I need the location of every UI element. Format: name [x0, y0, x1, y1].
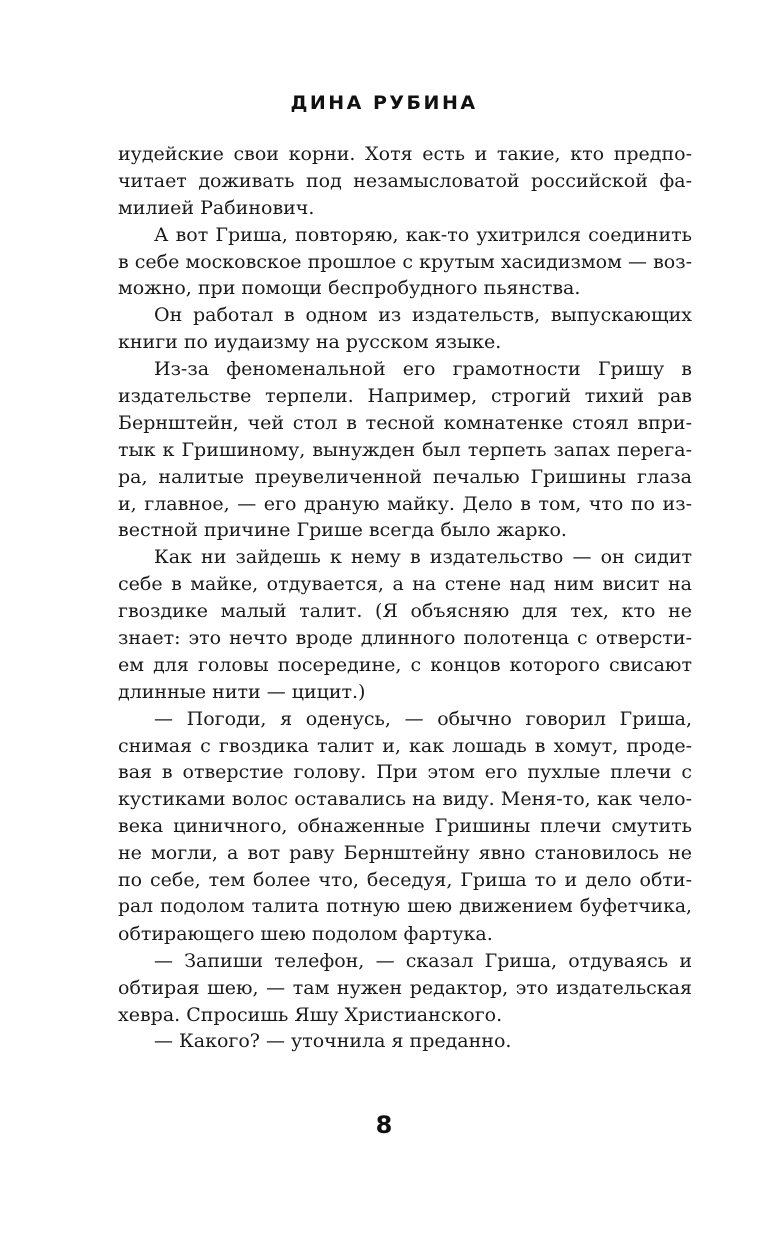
text-line: ра, налитые преувеличенной печалью Гришины глаза [118, 465, 692, 488]
page-number: 8 [375, 1111, 393, 1139]
text-line: милией Рабинович. [118, 196, 315, 219]
text-line: себе в майке, отдувается, а на стене над ним висит на [118, 573, 692, 596]
text-line: Как ни зайдешь к нему в издательство — он сидит [154, 546, 692, 569]
text-line: Он работал в одном из издательств, выпускающих [154, 304, 692, 327]
text-line: ем для головы посередине, с концов которого свисают [118, 653, 692, 676]
text-line: читает доживать под незамысловатой российской фа- [118, 169, 692, 192]
text-line: знает: это нечто вроде длинного полотенца с отверсти- [118, 627, 692, 650]
text-line: в себе московское прошлое с крутым хасидизмом — воз- [118, 250, 692, 273]
text-line: обтирая шею, — там нужен редактор, это издательская [118, 976, 692, 999]
text-line: снимая с гвоздика талит и, как лошадь в хомут, проде- [118, 734, 692, 757]
text-line: обтирающего шею подолом фартука. [118, 922, 493, 945]
text-line: вая в отверстие голову. При этом его пухлые плечи с [118, 761, 692, 784]
text-line: не могли, а вот раву Бернштейну явно становилось не [118, 842, 692, 865]
text-line: иудейские свои корни. Хотя есть и такие, кто предпо- [118, 143, 692, 165]
text-line: книги по иудаизму на русском языке. [118, 331, 502, 354]
text-line: гвоздике малый талит. (Я объясняю для тех, кто не [118, 600, 692, 623]
text-line: хевра. Спросишь Яшу Христианского. [118, 1003, 503, 1026]
text-line: — Запиши телефон, — сказал Гриша, отдуваясь и [154, 949, 692, 972]
text-line: издательстве терпели. Например, строгий тихий рав [118, 385, 692, 408]
text-line: вестной причине Грише всегда было жарко. [118, 519, 567, 542]
text-line: Бернштейн, чей стол в тесной комнатенке стоял впри- [118, 411, 692, 434]
text-line: — Какого? — уточнила я преданно. [154, 1030, 512, 1053]
running-head-author: ДИНА РУБИНА [290, 92, 478, 114]
text-line: тык к Гришиному, вынужден был терпеть запах перега- [118, 438, 692, 461]
text-line: кустиками волос оставались на виду. Меня-то, как чело- [118, 788, 692, 811]
text-line: рал подолом талита потную шею движением буфетчика, [118, 895, 692, 917]
page-body-text [118, 141, 692, 1055]
text-line: века циничного, обнаженные Гришины плечи смутить [118, 815, 692, 838]
text-line: А вот Гриша, повторяю, как-то ухитрился соединить [154, 223, 692, 246]
text-line: Из-за феноменальной его грамотности Гришу в [154, 358, 692, 381]
text-line: длинные нити — цицит.) [118, 680, 366, 703]
text-line: и, главное, — его драную майку. Дело в том, что по из- [118, 492, 692, 515]
text-line: можно, при помощи беспробудного пьянства. [118, 277, 581, 300]
text-line: — Погоди, я оденусь, — обычно говорил Гриша, [154, 707, 692, 730]
text-line: по себе, тем более что, беседуя, Гриша то и дело обти- [118, 869, 692, 892]
